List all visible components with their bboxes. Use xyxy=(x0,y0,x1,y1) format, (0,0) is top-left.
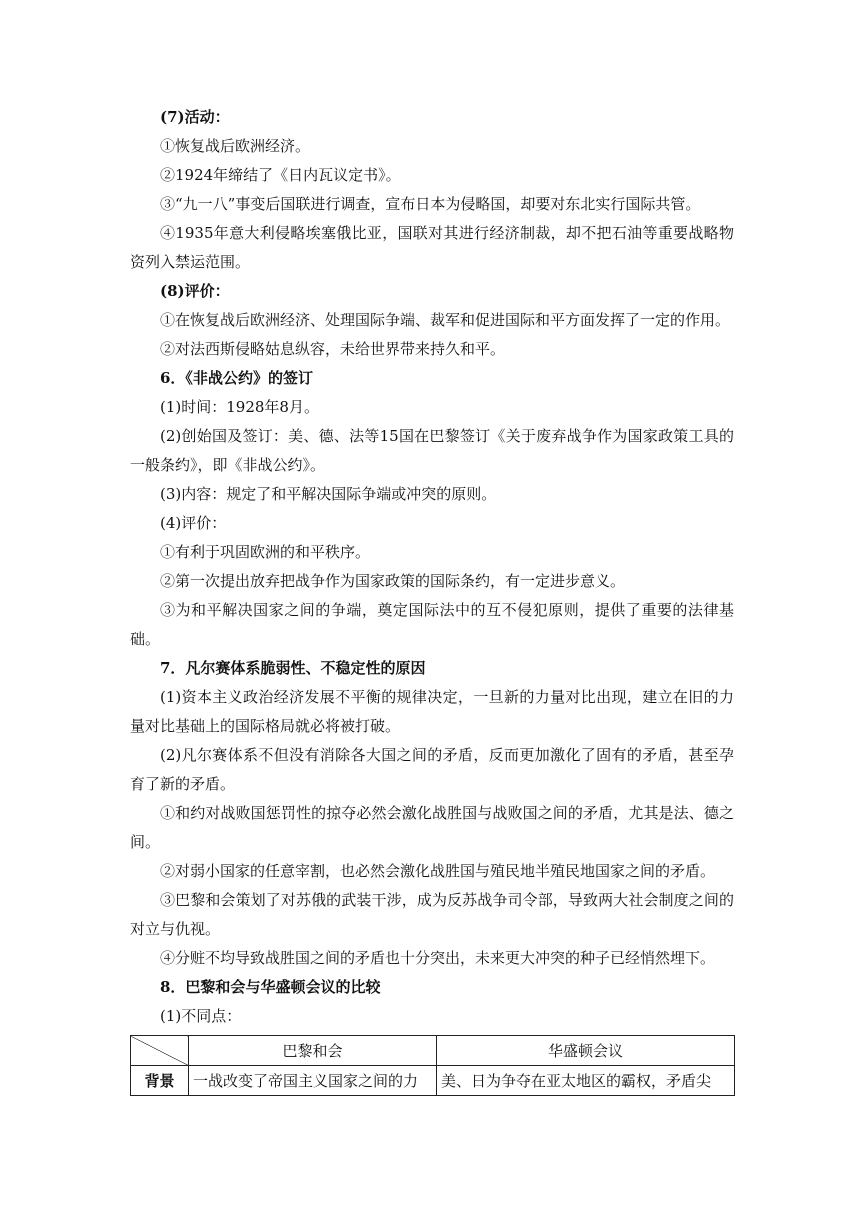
column-header-washington: 华盛顿会议 xyxy=(437,1036,735,1066)
kellogg-eval-item: ②第一次提出放弃把战争作为国家政策的国际条约，有一定进步意义。 xyxy=(160,572,626,590)
table-header-row xyxy=(131,1036,735,1066)
kellogg-eval-item: ③为和平解决国家之间的争端，奠定国际法中的互不侵犯原则，提供了重要的法律基础。 xyxy=(130,601,734,648)
section-heading-comparison: 8．巴黎和会与华盛顿会议的比较 xyxy=(160,978,381,996)
kellogg-founders: (2)创始国及签订：美、德、法等15国在巴黎签订《关于废弃战争作为国家政策工具的一般条约》，即《非战公约》。 xyxy=(130,427,734,474)
kellogg-content: (3)内容：规定了和平解决国际争端或冲突的原则。 xyxy=(160,485,497,503)
comparison-table xyxy=(130,1035,735,1096)
versailles-item: ①和约对战败国惩罚性的掠夺必然会激化战胜国与战败国之间的矛盾，尤其是法、德之间。 xyxy=(130,804,734,851)
activity-item: ①恢复战后欧洲经济。 xyxy=(160,137,311,155)
activities-heading: (7)活动： xyxy=(160,108,230,126)
kellogg-eval-heading: (4)评价： xyxy=(160,514,227,532)
column-header-paris: 巴黎和会 xyxy=(189,1036,437,1066)
versailles-item: ②对弱小国家的任意宰割，也必然会激化战胜国与殖民地半殖民地国家之间的矛盾。 xyxy=(160,862,716,880)
evaluation-item: ②对法西斯侵略姑息纵容，未给世界带来持久和平。 xyxy=(160,340,506,358)
activity-item: ④1935年意大利侵略埃塞俄比亚，国联对其进行经济制裁，却不把石油等重要战略物资列入禁运范围。 xyxy=(130,224,734,271)
table-corner-cell xyxy=(131,1036,189,1066)
washington-background-cell: 美、日为争夺在亚太地区的霸权，矛盾尖 xyxy=(437,1066,735,1096)
table-row xyxy=(131,1066,735,1096)
section-heading-versailles: 7．凡尔赛体系脆弱性、不稳定性的原因 xyxy=(160,659,426,677)
activity-item: ③“九一八”事变后国联进行调查，宣布日本为侵略国，却要对东北实行国际共管。 xyxy=(160,195,701,213)
paris-background-cell: 一战改变了帝国主义国家之间的力 xyxy=(189,1066,437,1096)
kellogg-eval-item: ①有利于巩固欧洲的和平秩序。 xyxy=(160,543,371,561)
evaluation-item: ①在恢复战后欧洲经济、处理国际争端、裁军和促进国际和平方面发挥了一定的作用。 xyxy=(160,311,731,329)
versailles-item: ③巴黎和会策划了对苏俄的武装干涉，成为反苏战争司令部，导致两大社会制度之间的对立与仇视。 xyxy=(130,891,734,938)
kellogg-time: (1)时间：1928年8月。 xyxy=(160,398,319,416)
evaluation-heading: (8)评价： xyxy=(160,282,230,300)
row-header-background: 背景 xyxy=(131,1066,189,1096)
versailles-reason-1: (1)资本主义政治经济发展不平衡的规律决定，一旦新的力量对比出现，建立在旧的力量对比基础上的国际格局就必将被打破。 xyxy=(130,688,734,735)
comparison-subheading: (1)不同点： xyxy=(160,1007,242,1025)
versailles-item: ④分赃不均导致战胜国之间的矛盾也十分突出，未来更大冲突的种子已经悄然埋下。 xyxy=(160,949,716,967)
versailles-reason-2: (2)凡尔赛体系不但没有消除各大国之间的矛盾，反而更加激化了固有的矛盾，甚至孕育了新的矛盾。 xyxy=(130,746,734,793)
document-body xyxy=(130,103,734,1096)
section-heading-kellogg: 6．《非战公约》的签订 xyxy=(160,369,313,387)
activity-item: ②1924年缔结了《日内瓦议定书》。 xyxy=(160,166,401,184)
